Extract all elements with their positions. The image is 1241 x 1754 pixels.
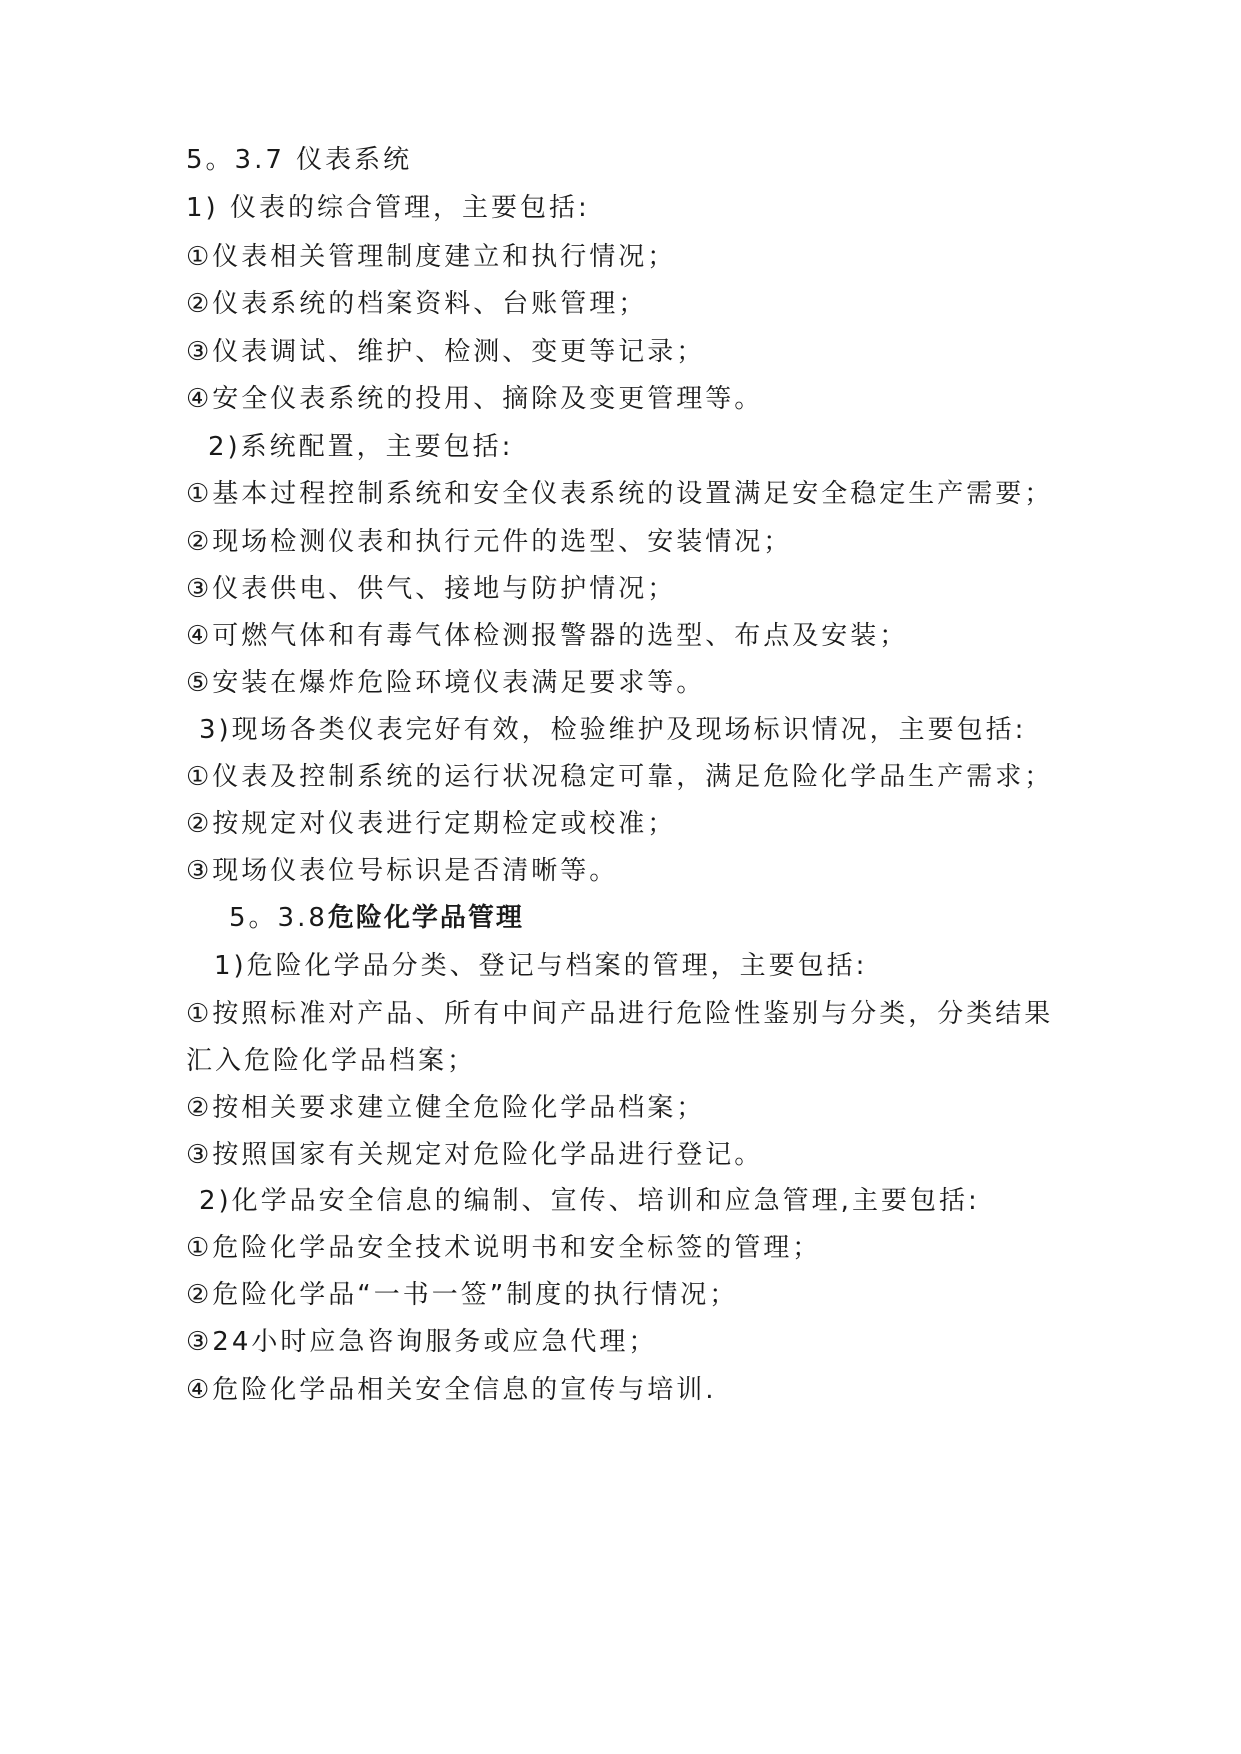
paragraph-line: ④安全仪表系统的投用、摘除及变更管理等。 bbox=[186, 384, 764, 414]
section-title: 危险化学品管理 bbox=[327, 903, 524, 933]
paragraph-line: ④可燃气体和有毒气体检测报警器的选型、布点及安装； bbox=[186, 621, 909, 651]
paragraph-line: ③仪表调试、维护、检测、变更等记录； bbox=[186, 337, 706, 367]
paragraph-line: ①基本过程控制系统和安全仪表系统的设置满足安全稳定生产需要； bbox=[186, 479, 1054, 509]
paragraph-line: ①危险化学品安全技术说明书和安全标签的管理； bbox=[186, 1233, 822, 1263]
paragraph-line: ②现场检测仪表和执行元件的选型、安装情况； bbox=[186, 527, 793, 557]
paragraph-line: ①仪表相关管理制度建立和执行情况； bbox=[186, 242, 677, 272]
section-number: 5。3.8 bbox=[229, 903, 328, 933]
paragraph-line: ②按相关要求建立健全危险化学品档案； bbox=[186, 1093, 706, 1123]
paragraph-line: ③24小时应急咨询服务或应急代理； bbox=[186, 1327, 658, 1357]
paragraph-line: ④危险化学品相关安全信息的宣传与培训. bbox=[186, 1375, 717, 1405]
paragraph-line: 1) 仪表的综合管理，主要包括: bbox=[186, 193, 590, 223]
paragraph-line: ①仪表及控制系统的运行状况稳定可靠，满足危险化学品生产需求； bbox=[186, 762, 1054, 792]
paragraph-line: 2)化学品安全信息的编制、宣传、培训和应急管理,主要包括: bbox=[199, 1186, 980, 1216]
section-heading-5-3-7: 5。3.7 仪表系统 bbox=[186, 145, 413, 175]
paragraph-line: 2)系统配置，主要包括: bbox=[208, 432, 514, 462]
section-heading-5-3-8 bbox=[229, 900, 524, 936]
paragraph-line: ①按照标准对产品、所有中间产品进行危险性鉴别与分类，分类结果 bbox=[186, 999, 1054, 1029]
paragraph-line: ③按照国家有关规定对危险化学品进行登记。 bbox=[186, 1140, 764, 1170]
paragraph-line: 1)危险化学品分类、登记与档案的管理，主要包括: bbox=[214, 951, 868, 981]
paragraph-line: ⑤安装在爆炸危险环境仪表满足要求等。 bbox=[186, 668, 706, 698]
paragraph-line: ②按规定对仪表进行定期检定或校准； bbox=[186, 809, 677, 839]
paragraph-line: 汇入危险化学品档案； bbox=[186, 1046, 477, 1076]
paragraph-line: 3)现场各类仪表完好有效，检验维护及现场标识情况，主要包括: bbox=[199, 715, 1027, 745]
paragraph-line: ③仪表供电、供气、接地与防护情况； bbox=[186, 574, 677, 604]
paragraph-line: ②仪表系统的档案资料、台账管理； bbox=[186, 289, 648, 319]
paragraph-line: ②危险化学品“一书一签”制度的执行情况； bbox=[186, 1280, 739, 1310]
paragraph-line: ③现场仪表位号标识是否清晰等。 bbox=[186, 856, 619, 886]
